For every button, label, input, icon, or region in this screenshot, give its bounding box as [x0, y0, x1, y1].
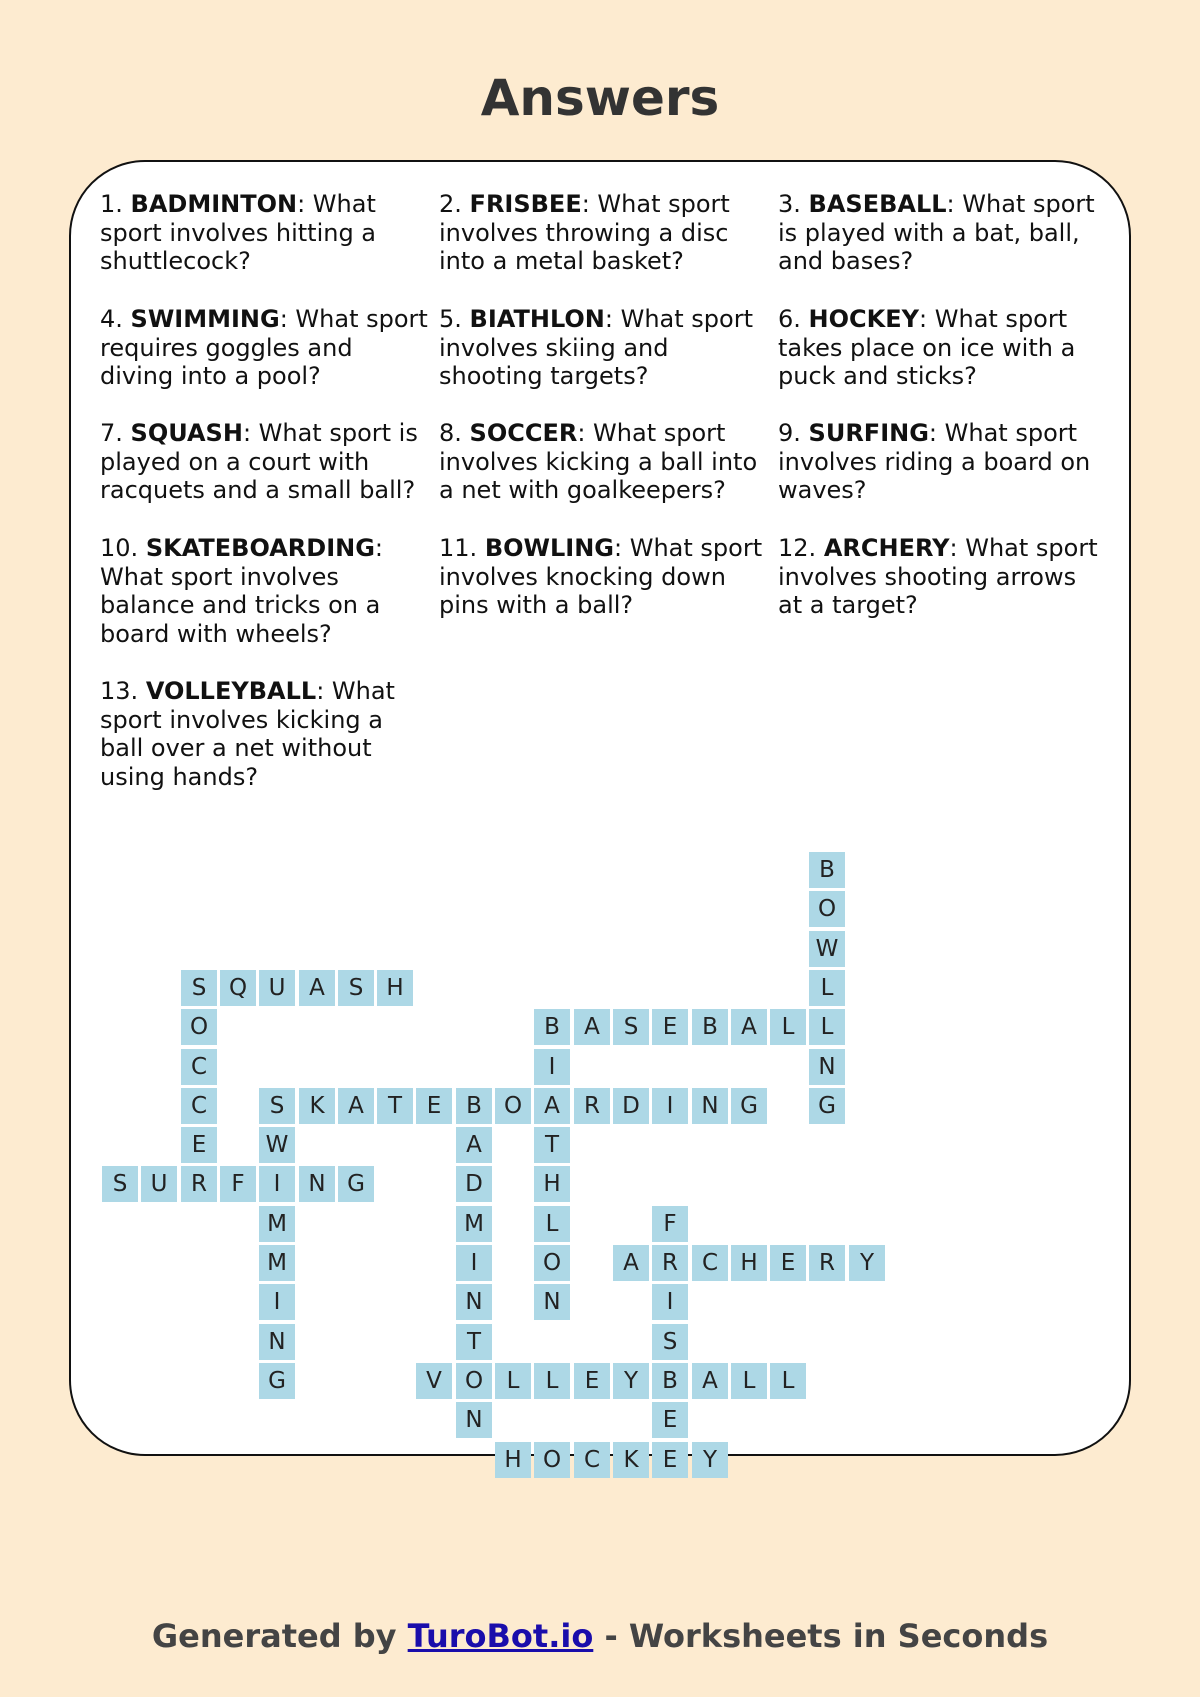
grid-cell: Y [692, 1442, 728, 1478]
grid-cell: I [259, 1284, 295, 1320]
clue-answer: SQUASH [130, 419, 243, 447]
grid-cell: L [770, 1009, 806, 1045]
grid-cell: B [652, 1363, 688, 1399]
clue-3: 3. BASEBALL: What sport is played with a bat, ball, and bases? [778, 190, 1095, 275]
grid-cell: L [770, 1363, 806, 1399]
grid-cell: I [259, 1166, 295, 1202]
grid-cell: H [534, 1166, 570, 1202]
grid-cell: I [652, 1284, 688, 1320]
turobot-link[interactable]: TuroBot.io [407, 1617, 594, 1655]
grid-cell: M [259, 1206, 295, 1242]
grid-cell: L [495, 1363, 531, 1399]
grid-cell: A [613, 1245, 649, 1281]
grid-cell: M [259, 1245, 295, 1281]
grid-cell: B [456, 1088, 492, 1124]
grid-cell: A [692, 1363, 728, 1399]
clue-answer: SOCCER [469, 419, 578, 447]
grid-cell: N [299, 1166, 335, 1202]
grid-cell: G [731, 1088, 767, 1124]
grid-cell: F [220, 1166, 256, 1202]
clue-answer: FRISBEE [469, 190, 582, 218]
grid-cell: N [692, 1088, 728, 1124]
clue-13: 13. VOLLEYBALL: What sport involves kicking a ball over a net without using hands? [100, 677, 395, 791]
grid-cell: S [102, 1166, 138, 1202]
grid-cell: U [141, 1166, 177, 1202]
grid-cell: K [613, 1442, 649, 1478]
footer: Generated by TuroBot.io - Worksheets in Seconds [151, 1617, 1049, 1655]
grid-cell: A [731, 1009, 767, 1045]
grid-cell: O [456, 1363, 492, 1399]
grid-cell: O [534, 1245, 570, 1281]
grid-cell: K [299, 1088, 335, 1124]
grid-cell: T [456, 1324, 492, 1360]
grid-cell: Y [849, 1245, 885, 1281]
clue-answer: SKATEBOARDING [145, 534, 375, 562]
grid-cell: D [456, 1166, 492, 1202]
grid-cell: F [652, 1206, 688, 1242]
grid-cell: E [770, 1245, 806, 1281]
grid-cell: B [692, 1009, 728, 1045]
grid-cell: A [456, 1127, 492, 1163]
grid-cell: E [416, 1088, 452, 1124]
grid-cell: Y [613, 1363, 649, 1399]
grid-cell: C [181, 1049, 217, 1085]
grid-cell: U [259, 970, 295, 1006]
grid-cell: L [534, 1206, 570, 1242]
grid-cell: V [416, 1363, 452, 1399]
grid-cell: G [259, 1363, 295, 1399]
clue-6: 6. HOCKEY: What sport takes place on ice with a puck and sticks? [778, 305, 1076, 390]
grid-cell: E [181, 1127, 217, 1163]
grid-cell: S [181, 970, 217, 1006]
grid-cell: O [181, 1009, 217, 1045]
grid-cell: T [534, 1127, 570, 1163]
clue-10: 10. SKATEBOARDING: What sport involves balance and tricks on a board with wheels? [100, 534, 384, 648]
grid-cell: S [338, 970, 374, 1006]
grid-cell: Q [220, 970, 256, 1006]
grid-cell: S [259, 1088, 295, 1124]
clue-answer: BASEBALL [808, 190, 947, 218]
grid-cell: I [534, 1049, 570, 1085]
grid-cell: H [731, 1245, 767, 1281]
clue-4: 4. SWIMMING: What sport requires goggles and diving into a pool? [100, 305, 428, 390]
grid-cell: R [181, 1166, 217, 1202]
grid-cell: W [259, 1127, 295, 1163]
grid-cell: M [456, 1206, 492, 1242]
grid-cell: T [377, 1088, 413, 1124]
grid-cell: S [613, 1009, 649, 1045]
clue-answer: HOCKEY [808, 305, 920, 333]
clue-answer: BOWLING [484, 534, 614, 562]
grid-cell: D [613, 1088, 649, 1124]
grid-cell: C [692, 1245, 728, 1281]
page-title: Answers [480, 69, 720, 127]
grid-cell: L [809, 970, 845, 1006]
grid-cell: L [731, 1363, 767, 1399]
grid-cell: H [495, 1442, 531, 1478]
grid-cell: N [456, 1284, 492, 1320]
grid-cell: A [299, 970, 335, 1006]
grid-cell: N [456, 1402, 492, 1438]
grid-cell: O [809, 891, 845, 927]
clue-8: 8. SOCCER: What sport involves kicking a ball into a net with goalkeepers? [439, 419, 758, 504]
grid-cell: N [809, 1049, 845, 1085]
grid-cell: A [574, 1009, 610, 1045]
grid-cell: G [809, 1088, 845, 1124]
grid-cell: N [534, 1284, 570, 1320]
clue-answer: BADMINTON [130, 190, 298, 218]
clue-5: 5. BIATHLON: What sport involves skiing and shooting targets? [439, 305, 753, 390]
clue-1: 1. BADMINTON: What sport involves hitting a shuttlecock? [100, 190, 377, 275]
grid-cell: B [809, 852, 845, 888]
clue-7: 7. SQUASH: What sport is played on a court with racquets and a small ball? [100, 419, 418, 504]
clue-answer: SWIMMING [130, 305, 280, 333]
grid-cell: E [652, 1009, 688, 1045]
grid-cell: B [534, 1009, 570, 1045]
grid-cell: L [809, 1009, 845, 1045]
grid-cell: N [259, 1324, 295, 1360]
grid-cell: E [652, 1442, 688, 1478]
grid-cell: E [574, 1363, 610, 1399]
grid-cell: C [181, 1088, 217, 1124]
clue-answer: VOLLEYBALL [145, 677, 317, 705]
grid-cell: H [377, 970, 413, 1006]
grid-cell: S [652, 1324, 688, 1360]
clue-11: 11. BOWLING: What sport involves knocking down pins with a ball? [439, 534, 763, 619]
clue-12: 12. ARCHERY: What sport involves shooting arrows at a target? [778, 534, 1098, 619]
grid-cell: I [456, 1245, 492, 1281]
grid-cell: E [652, 1402, 688, 1438]
grid-cell: R [809, 1245, 845, 1281]
clue-answer: ARCHERY [823, 534, 950, 562]
grid-cell: I [652, 1088, 688, 1124]
grid-cell: O [495, 1088, 531, 1124]
grid-cell: L [534, 1363, 570, 1399]
grid-cell: R [652, 1245, 688, 1281]
grid-cell: C [574, 1442, 610, 1478]
grid-cell: R [574, 1088, 610, 1124]
grid-cell: W [809, 931, 845, 967]
grid-cell: G [338, 1166, 374, 1202]
grid-cell: A [534, 1088, 570, 1124]
grid-cell: A [338, 1088, 374, 1124]
grid-cell: O [534, 1442, 570, 1478]
clue-answer: BIATHLON [469, 305, 605, 333]
clue-answer: SURFING [808, 419, 929, 447]
clue-2: 2. FRISBEE: What sport involves throwing a disc into a metal basket? [439, 190, 730, 275]
clue-9: 9. SURFING: What sport involves riding a board on waves? [778, 419, 1091, 504]
